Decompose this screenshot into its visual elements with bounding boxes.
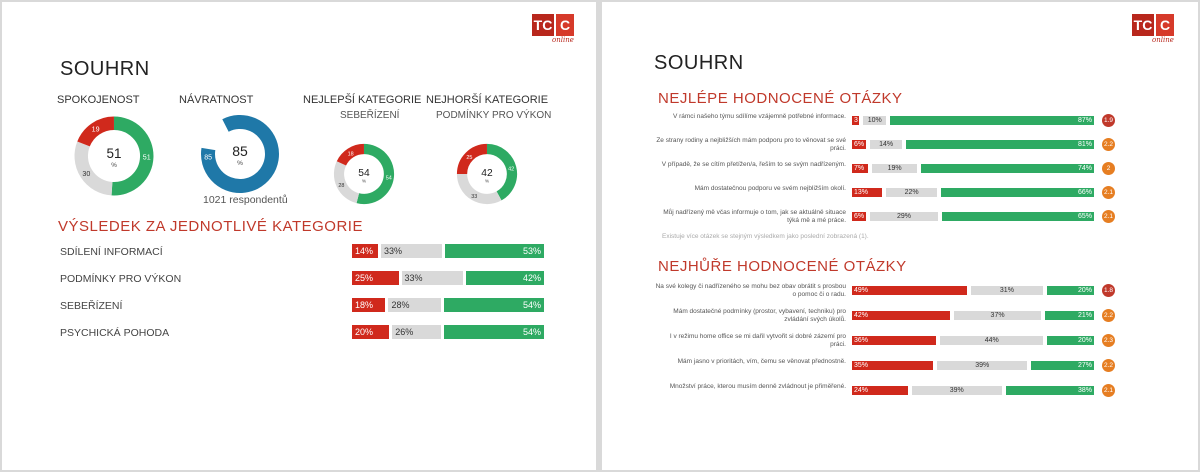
gauge-label-worst: NEJHORŠÍ KATEGORIE <box>426 94 549 106</box>
category-bar-positive: 54% <box>444 298 544 312</box>
question-bar-negative: 36% <box>852 336 936 345</box>
respondent-count: 1021 respondentů <box>203 194 288 206</box>
question-bar-negative: 3 <box>854 117 858 124</box>
question-bar-neutral: 44% <box>940 336 1043 345</box>
score-badge: 1.8 <box>1102 284 1115 297</box>
category-bar-neutral: 28% <box>388 298 440 312</box>
gauge-label-response: NÁVRATNOST <box>179 94 254 106</box>
response-rate-center-value: 85 <box>232 143 248 159</box>
satisfaction-slice-label-green: 51 <box>142 153 151 162</box>
category-label: PODMÍNKY PRO VÝKON <box>60 273 182 285</box>
question-bar-negative: 6% <box>854 141 865 148</box>
question-text: Množství práce, kterou musím denně zvládnout je přiměřené. <box>669 383 846 390</box>
question-bar-neutral: 14% <box>870 140 902 149</box>
question-bar-negative: 7% <box>852 164 868 173</box>
question-bar-neutral: 10% <box>863 116 886 125</box>
donut-response-rate <box>198 112 282 196</box>
question-bar-positive: 81% <box>906 140 1094 149</box>
section-title-worst: NEJHŮŘE HODNOCENÉ OTÁZKY <box>658 258 907 275</box>
question-text: V rámci našeho týmu sdílíme vzájemně potřebné informace. <box>672 113 846 120</box>
worst-category-center-value: 42 <box>481 168 493 179</box>
question-bar-negative: 35% <box>852 361 933 370</box>
best-category-unit: % <box>361 179 367 185</box>
category-bar-positive: 53% <box>445 244 544 258</box>
category-bar-negative: 20% <box>352 325 389 339</box>
question-bar-neutral: 19% <box>872 164 916 173</box>
question-bar-neutral: 22% <box>886 188 937 197</box>
page-title: SOUHRN <box>654 52 744 74</box>
gauge-sub-best: SEBEŘÍZENÍ <box>340 110 400 121</box>
note-ties: Existuje více otázek se stejným výsledkem jako poslední zobrazená (1). <box>662 233 869 240</box>
question-bar-positive: 65% <box>942 212 1094 221</box>
question-text: Mám dostatečné podmínky (prostor, vybavení, techniku) pro zvládání svých úkolů. <box>673 308 846 323</box>
question-bar-positive: 66% <box>941 188 1094 197</box>
question-bar-neutral: 39% <box>912 386 1002 395</box>
score-badge: 1.9 <box>1102 114 1115 127</box>
question-bar-positive: 38% <box>1006 386 1094 395</box>
response-rate-arc-label: 85 <box>204 154 213 162</box>
question-text: Ze strany rodiny a nejbližších mám podporu pro to věnovat se své práci. <box>656 137 846 152</box>
category-bar-neutral: 26% <box>392 325 440 339</box>
question-bar-positive: 20% <box>1047 336 1094 345</box>
question-bar-neutral: 31% <box>971 286 1044 295</box>
best-category-slice-label-red: 18 <box>347 151 354 158</box>
category-bar-positive: 42% <box>466 271 544 285</box>
category-label: PSYCHICKÁ POHODA <box>60 327 170 339</box>
question-bar-negative: 49% <box>852 286 967 295</box>
worst-category-slice-label-grey: 33 <box>471 193 478 200</box>
category-label: SEBEŘÍZENÍ <box>60 300 123 312</box>
donut-worst-category <box>455 142 519 206</box>
best-category-center-value: 54 <box>358 168 370 179</box>
question-text: Na své kolegy či nadřízeného se mohu bez obav obrátit s prosbou o pomoc či o radu. <box>655 283 846 298</box>
score-badge: 2.3 <box>1102 334 1115 347</box>
satisfaction-unit: % <box>111 161 117 169</box>
question-bar-neutral: 37% <box>954 311 1041 320</box>
question-bar-neutral: 29% <box>870 212 938 221</box>
gauge-label-satisfaction: SPOKOJENOST <box>57 94 140 106</box>
worst-category-slice-label-red: 25 <box>466 154 473 161</box>
best-category-slice-grey <box>339 163 358 198</box>
donut-best-category <box>332 142 396 206</box>
donut-satisfaction <box>72 114 156 198</box>
score-badge: 2.2 <box>1102 359 1115 372</box>
category-bar-negative: 18% <box>352 298 385 312</box>
gauge-label-best: NEJLEPŠÍ KATEGORIE <box>303 94 422 106</box>
score-badge: 2.1 <box>1102 384 1115 397</box>
satisfaction-slice-label-red: 19 <box>91 125 100 134</box>
slide-summary-1 <box>2 2 596 470</box>
question-bar-positive: 21% <box>1045 311 1094 320</box>
worst-category-slice-label-green: 42 <box>508 166 515 173</box>
category-bar-neutral: 33% <box>402 271 463 285</box>
score-badge: 2.2 <box>1102 309 1115 322</box>
question-bar-negative: 13% <box>852 188 882 197</box>
question-text: V případě, že se cítím přetížen/a, řeším to se svým nadřízeným. <box>661 161 846 168</box>
category-bar-negative: 14% <box>352 244 378 258</box>
section-title-best: NEJLÉPE HODNOCENÉ OTÁZKY <box>658 90 903 107</box>
score-badge: 2 <box>1102 162 1115 175</box>
response-rate-unit: % <box>237 160 243 167</box>
category-bar-positive: 54% <box>444 325 544 339</box>
question-bar-positive: 74% <box>921 164 1094 173</box>
slide-summary-2 <box>602 2 1198 470</box>
gauge-sub-worst: PODMÍNKY PRO VÝKON <box>436 110 552 121</box>
worst-category-unit: % <box>484 179 490 185</box>
question-bar-positive: 87% <box>890 116 1094 125</box>
tcc-logo: TC C online <box>1132 14 1176 46</box>
question-bar-negative: 42% <box>852 311 950 320</box>
tcc-logo: TC C online <box>532 14 576 46</box>
question-text: I v režimu home office se mi dařil vytvořit si dobré zázemí pro práci. <box>669 333 846 348</box>
category-bar-neutral: 33% <box>381 244 442 258</box>
best-category-slice-label-grey: 28 <box>338 183 345 190</box>
category-label: SDÍLENÍ INFORMACÍ <box>60 246 163 258</box>
score-badge: 2.1 <box>1102 210 1115 223</box>
score-badge: 2.1 <box>1102 186 1115 199</box>
question-bar-positive: 27% <box>1031 361 1094 370</box>
question-text: Můj nadřízený mě včas informuje o tom, jak se aktuálně situace týká mě a mé práce. <box>663 209 846 224</box>
satisfaction-slice-label-grey: 30 <box>82 170 91 179</box>
satisfaction-center-value: 51 <box>106 146 122 161</box>
best-category-slice-label-green: 54 <box>385 175 392 182</box>
question-bar-neutral: 39% <box>937 361 1027 370</box>
question-text: Mám jasno v prioritách, vím, čemu se věnovat přednostně. <box>677 358 846 365</box>
category-bar-negative: 25% <box>352 271 399 285</box>
section-title-categories: VÝSLEDEK ZA JEDNOTLIVÉ KATEGORIE <box>58 218 363 235</box>
page-title: SOUHRN <box>60 58 150 80</box>
question-text: Mám dostatečnou podporu ve svém nejbližším okolí. <box>694 185 846 192</box>
question-bar-negative: 24% <box>852 386 908 395</box>
score-badge: 2.2 <box>1102 138 1115 151</box>
question-bar-negative: 6% <box>854 213 865 220</box>
question-bar-positive: 20% <box>1047 286 1094 295</box>
